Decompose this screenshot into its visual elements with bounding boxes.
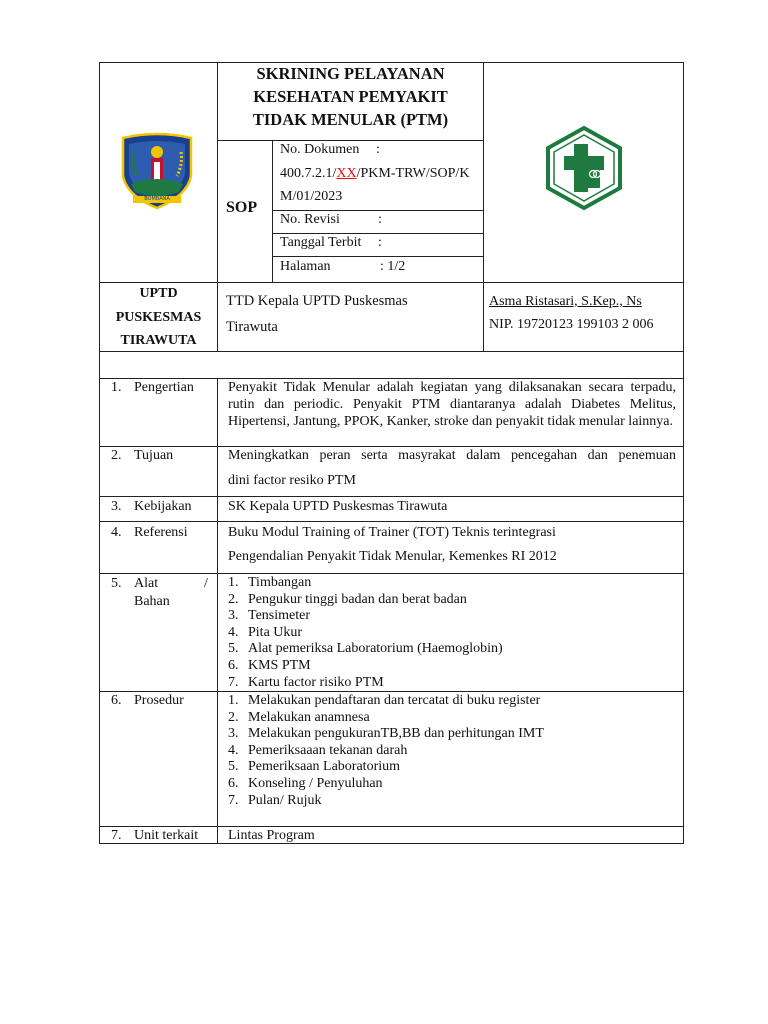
list-item-number: 2. [228,591,239,607]
list-item [228,726,544,743]
list-item-number: 5. [228,759,239,775]
list-item-text: Pengukur tinggi badan dan berat badan [248,591,467,607]
sop-label: SOP [226,199,258,216]
kebijakan-text: SK Kepala UPTD Puskesmas Tirawuta [228,499,448,514]
revision-colon: : [378,212,382,227]
list-item-text: Kartu factor risiko PTM [248,674,384,690]
list-item-number: 3. [228,608,239,624]
doc-number-highlight: XX [336,166,357,181]
issue-date-colon: : [378,235,382,250]
row-label-alat: Alat [134,576,159,591]
list-item-text: Alat pemeriksa Laboratorium (Haemoglobin) [248,641,503,657]
org-line-1: UPTD [139,286,178,301]
referensi-text-line-2: Pengendalian Penyakit Tidak Menular, Kemenkes RI 2012 [228,549,557,564]
issue-date-label: Tanggal Terbit [280,235,362,250]
list-item-text: Melakukan pengukuranTB,BB dan perhitungan IMT [248,726,544,742]
row-label-tujuan: Tujuan [134,448,174,463]
row-label-prosedur: Prosedur [134,693,184,708]
pengertian-text: Penyakit Tidak Menular adalah kegiatan yang dilaksanakan secara terpadu, rutin dan periodic. Penyakit PTM diantaranya adalah Diabetes Melitus, Hipertensi, Jantung, PPOK, Kanker, stroke dan penyakit tidak menular lainnya. [228,380,676,429]
row-label-alat-slash: / [204,576,208,591]
page-label: Halaman [280,259,331,274]
list-item [228,710,544,727]
org-line-2: PUSKESMAS [115,309,202,325]
page-value: : 1/2 [380,259,406,274]
row-label-pengertian: Pengertian [134,380,194,395]
row-num-2: 2. [111,448,122,463]
list-item [228,575,503,592]
list-item-number: 2. [228,709,239,725]
list-item [228,641,503,658]
list-item-text: Pemeriksaaan tekanan darah [248,742,408,758]
list-item-number: 4. [228,624,239,640]
list-item [228,592,503,609]
row-num-3: 3. [111,499,122,514]
doc-number-label: No. Dokumen [280,142,360,157]
doc-number-value-line2: M/01/2023 [280,189,343,204]
puskesmas-logo [544,126,624,210]
list-item-number: 3. [228,726,239,742]
list-item [228,776,544,793]
title-line-3: TIDAK MENULAR (PTM) [252,110,449,129]
unit-terkait-text: Lintas Program [228,828,315,843]
signer-name: Asma Ristasari, S.Kep., Ns [489,294,642,309]
list-item [228,759,544,776]
signature-caption-line-1: TTD Kepala UPTD Puskesmas [226,293,408,309]
list-item-number: 5. [228,641,239,657]
list-item-text: Tensimeter [248,608,310,624]
list-item-text: Konseling / Penyuluhan [248,775,383,791]
tujuan-text-line-2: dini factor resiko PTM [228,473,356,488]
row-num-6: 6. [111,693,122,708]
bombana-emblem-logo [117,130,197,210]
row-num-1: 1. [111,380,122,395]
doc-number-colon: : [376,142,380,157]
list-item [228,793,544,810]
signature-caption-line-2: Tirawuta [226,319,278,335]
row-label-kebijakan: Kebijakan [134,499,192,514]
signer-nip: NIP. 19720123 199103 2 006 [489,317,654,332]
org-line-3: TIRAWUTA [120,333,197,348]
list-item-number: 4. [228,742,239,758]
list-item-text: Timbangan [248,575,312,590]
row-num-4: 4. [111,525,122,540]
doc-number-part1: 400.7.2.1/ [280,166,337,181]
row-num-5: 5. [111,576,122,591]
title-line-1: SKRINING PELAYANAN [256,64,445,83]
document-title [218,62,483,131]
row-label-referensi: Referensi [134,525,188,540]
list-item-number: 6. [228,657,239,673]
org-name [100,282,217,353]
list-item-number: 1. [228,693,239,708]
alat-list [228,575,503,691]
revision-label: No. Revisi [280,212,340,227]
row-label-unit-terkait: Unit terkait [134,828,199,843]
tujuan-text-line-1: Meningkatkan peran serta masyrakat dalam pencegahan dan penemuan [228,448,676,463]
list-item [228,693,544,710]
list-item [228,675,503,692]
list-item-text: Pemeriksaan Laboratorium [248,759,401,775]
doc-number-value [280,166,469,182]
row-num-7: 7. [111,828,122,843]
list-item-text: Melakukan pendaftaran dan tercatat di buku register [248,693,541,708]
list-item [228,743,544,760]
list-item [228,658,503,675]
list-item-text: KMS PTM [248,657,311,673]
row-label-bahan: Bahan [134,594,170,609]
list-item [228,625,503,642]
doc-number-part2: /PKM-TRW/SOP/K [356,166,470,181]
list-item-text: Pulan/ Rujuk [248,792,322,808]
list-item-text: Melakukan anamnesa [248,709,370,725]
emblem-ribbon-text: BOMBANA [144,196,170,202]
list-item-number: 1. [228,575,239,590]
referensi-text-line-1: Buku Modul Training of Trainer (TOT) Teknis terintegrasi [228,525,556,540]
prosedur-list [228,693,544,809]
list-item-text: Pita Ukur [248,624,303,640]
list-item [228,608,503,625]
list-item-number: 7. [228,674,239,690]
list-item-number: 6. [228,775,239,791]
list-item-number: 7. [228,792,239,808]
title-line-2: KESEHATAN PEMYAKIT [253,87,448,106]
